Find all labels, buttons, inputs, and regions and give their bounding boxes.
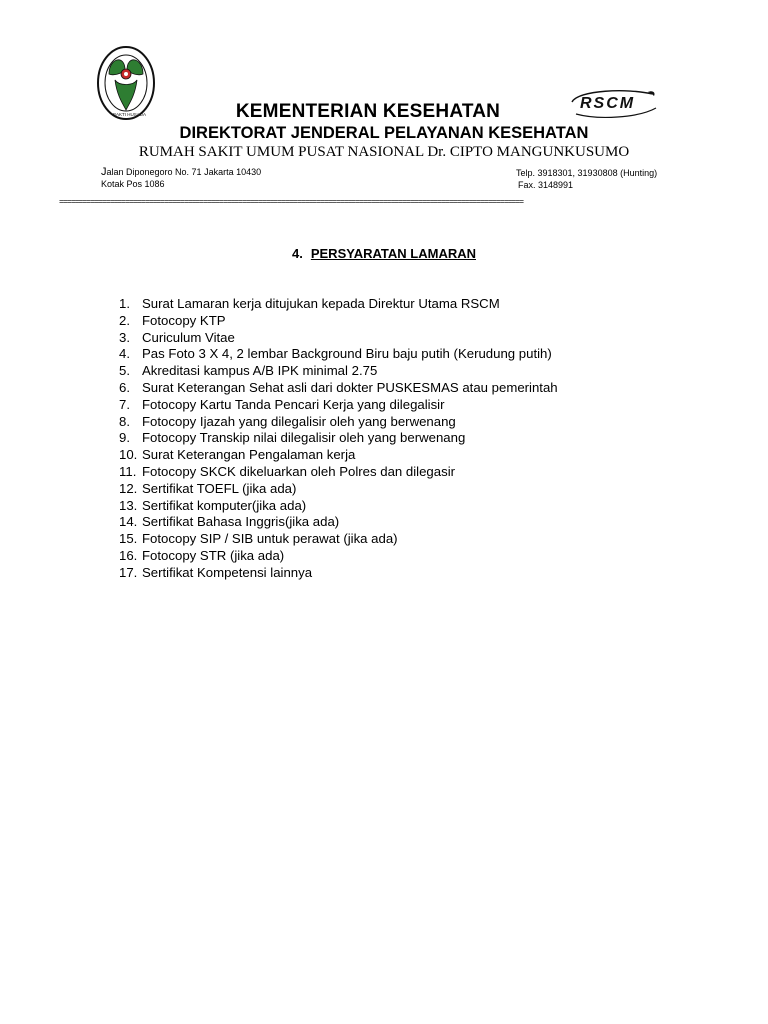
address-street: Jalan Diponegoro No. 71 Jakarta 10430 bbox=[101, 166, 262, 178]
list-item bbox=[119, 464, 558, 481]
list-item-number: 14. bbox=[119, 514, 138, 530]
section-heading bbox=[292, 246, 476, 261]
list-item-number: 4. bbox=[119, 346, 130, 362]
list-item-text: Fotocopy STR (jika ada) bbox=[142, 547, 285, 563]
list-item-number: 10. bbox=[119, 447, 138, 463]
phone-number: Telp. 3918301, 31930808 (Hunting) bbox=[516, 168, 658, 178]
list-item bbox=[119, 363, 558, 380]
list-item-number: 1. bbox=[119, 296, 130, 311]
list-item-number: 12. bbox=[119, 480, 138, 496]
list-item-text: Sertifikat Bahasa Inggris(jika ada) bbox=[142, 514, 340, 530]
list-item bbox=[119, 548, 558, 565]
list-item bbox=[119, 346, 558, 363]
address-pobox: Kotak Pos 1086 bbox=[101, 179, 165, 189]
list-item bbox=[119, 330, 558, 347]
ministry-title: KEMENTERIAN KESEHATAN bbox=[235, 101, 501, 122]
logo-ring-text: BAKTI HUSADA bbox=[113, 112, 147, 117]
list-item-number: 7. bbox=[119, 396, 130, 412]
list-item bbox=[119, 498, 558, 515]
list-item-text: Fotocopy Transkip nilai dilegalisir oleh yang berwenang bbox=[142, 430, 466, 446]
list-item-text: Sertifikat TOEFL (jika ada) bbox=[142, 480, 297, 496]
list-item-number: 3. bbox=[119, 329, 130, 345]
list-item bbox=[119, 514, 558, 531]
list-item-text: Sertifikat Kompetensi lainnya bbox=[142, 564, 313, 580]
section-title: PERSYARATAN LAMARAN bbox=[310, 246, 476, 261]
list-item bbox=[119, 481, 558, 498]
list-item-text: Fotocopy Kartu Tanda Pencari Kerja yang dilegalisir bbox=[142, 396, 445, 412]
fax-number: Fax. 3148991 bbox=[518, 180, 574, 190]
list-item bbox=[119, 531, 558, 548]
list-item bbox=[119, 397, 558, 414]
contact-block bbox=[516, 167, 657, 191]
list-item bbox=[119, 380, 558, 397]
list-item-number: 8. bbox=[119, 413, 130, 429]
list-item-number: 16. bbox=[119, 547, 138, 563]
list-item-text: Fotocopy Ijazah yang dilegalisir oleh yang berwenang bbox=[142, 413, 456, 429]
requirements-list bbox=[119, 296, 558, 582]
list-item-text: Curiculum Vitae bbox=[142, 329, 235, 345]
list-item-text: Pas Foto 3 X 4, 2 lembar Background Biru baju putih (Kerudung putih) bbox=[142, 346, 552, 362]
list-item-text: Surat Keterangan Sehat asli dari dokter PUSKESMAS atau pemerintah bbox=[142, 379, 558, 395]
list-item-number: 6. bbox=[119, 379, 130, 395]
list-item-text: Fotocopy SIP / SIB untuk perawat (jika ada) bbox=[142, 531, 398, 547]
list-item bbox=[119, 430, 558, 447]
list-item-text: Akreditasi kampus A/B IPK minimal 2.75 bbox=[142, 363, 378, 379]
list-item bbox=[119, 565, 558, 582]
list-item-text: Sertifikat komputer(jika ada) bbox=[142, 497, 307, 513]
section-number: 4. bbox=[292, 246, 303, 261]
hospital-title: RUMAH SAKIT UMUM PUSAT NASIONAL Dr. CIPTO MANGUNKUSUMO bbox=[138, 144, 630, 160]
list-item-text: Surat Keterangan Pengalaman kerja bbox=[142, 447, 356, 463]
list-item-number: 9. bbox=[119, 430, 130, 446]
list-item-text: Fotocopy SKCK dikeluarkan oleh Polres dan dilegasir bbox=[142, 463, 456, 479]
list-item-number: 13. bbox=[119, 497, 138, 513]
list-item-text: Fotocopy KTP bbox=[142, 312, 226, 328]
list-item bbox=[119, 313, 558, 330]
list-item-number: 15. bbox=[119, 531, 138, 547]
list-item-number: 2. bbox=[119, 312, 130, 328]
list-item-number: 17. bbox=[119, 564, 138, 580]
list-item bbox=[119, 296, 558, 313]
rscm-logo-text: RSCM bbox=[580, 95, 636, 112]
list-item bbox=[119, 447, 558, 464]
list-item-number: 11. bbox=[119, 463, 137, 479]
list-item-text: Surat Lamaran kerja ditujukan kepada Direktur Utama RSCM bbox=[142, 296, 500, 311]
address-block bbox=[101, 166, 261, 190]
list-item-number: 5. bbox=[119, 363, 130, 379]
directorate-title: DIREKTORAT JENDERAL PELAYANAN KESEHATAN bbox=[179, 124, 589, 142]
list-item bbox=[119, 414, 558, 431]
header-separator: ======================================================================================================================= bbox=[59, 199, 524, 207]
